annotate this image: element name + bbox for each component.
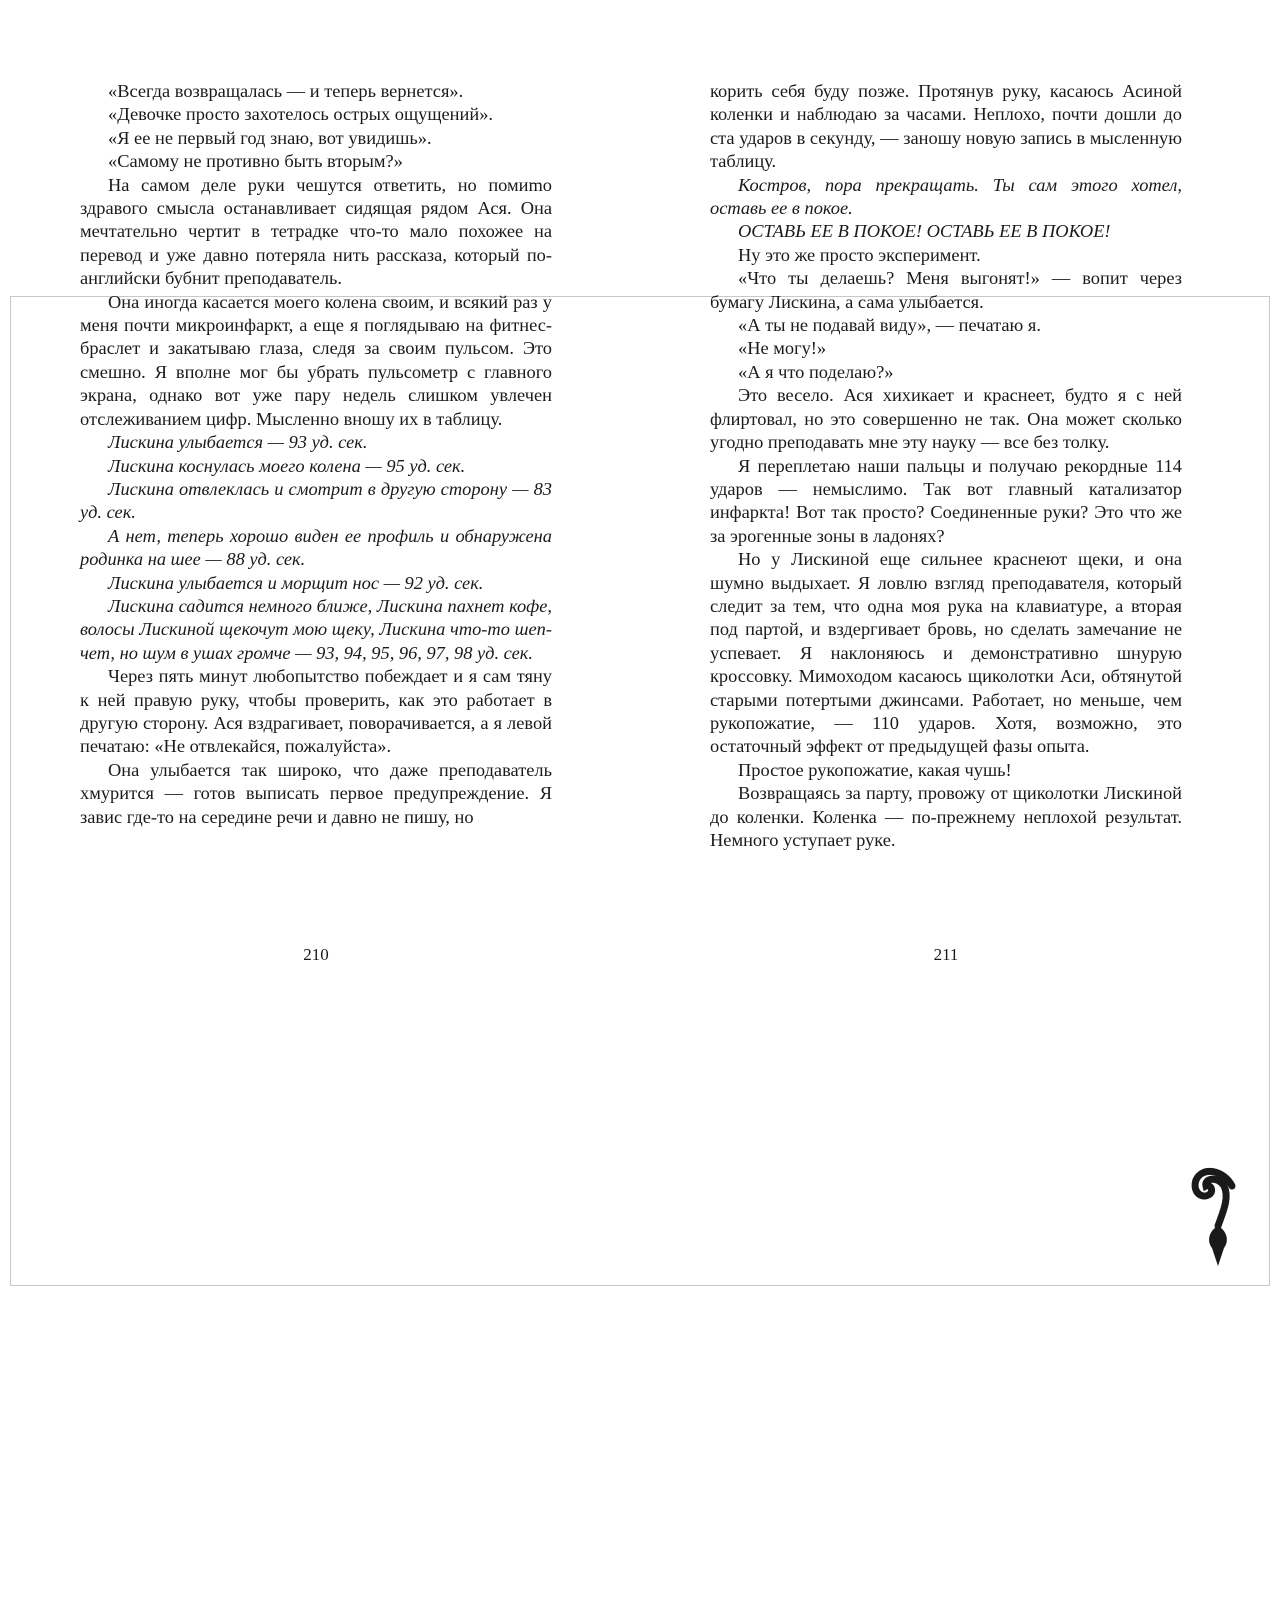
left-page bbox=[80, 80, 552, 829]
right-page bbox=[710, 80, 1182, 852]
page-number-left: 210 bbox=[303, 945, 329, 964]
paragraph: Но у Лискиной еще сильнее краснеют щеки, и она шумно выдыхает. Я ловлю взгляд преподавателя, который следит за тем, что одна моя рука на клавиатуре, а вторая под партой, и вздергивает бровь, но сделать замечание не успевает. Я наклоняюсь и демонстративно шнурую кроссовку. Мимоходом касаюсь щиколотки Аси, обтянутой старыми потертыми джинсами. Работает, но меньше, чем рукопожатие, — 110 ударов. Хотя, возможно, это остаточный эффект от предыдущей фазы опыта. bbox=[710, 549, 1182, 757]
italic-paragraph: Костров, пора прекращать. Ты сам этого хотел, оставь ее в покое. bbox=[710, 174, 1182, 219]
paragraph: Ну это же просто эксперимент. bbox=[738, 244, 981, 265]
italic-paragraph: Лискина отвлеклась и смотрит в другую сторону — 83 уд. сек. bbox=[80, 478, 552, 523]
paragraph: «Девочке просто захотелось острых ощущений». bbox=[108, 104, 493, 125]
paragraph: Через пять минут любопытство побеждает и я сам тяну к ней правую руку, чтобы проверить, как это работает в другую сторону. Ася вздрагивает, поворачивается, а я левой печатаю: «Не отвлекайся, пожалуйста». bbox=[80, 666, 552, 757]
paragraph: «Всегда возвращалась — и теперь вернется». bbox=[108, 81, 464, 101]
italic-paragraph: Лискина садится немного ближе, Лискина пахнет кофе, волосы Лискиной щекочут мою щеку, Лискина что-то шепчет, но шум в ушах громче — 93, 94, 95, 96, 97, 98 уд. сек. bbox=[80, 595, 552, 663]
paragraph: Возвращаясь за парту, провожу от щиколотки Лискиной до коленки. Коленка — по-прежнему неплохой результат. Немного уступает руке. bbox=[710, 783, 1182, 850]
paragraph: «А ты не подавай виду», — печатаю я. bbox=[738, 315, 1041, 336]
heart-tail-ornament-icon bbox=[1188, 1160, 1248, 1270]
italic-paragraph: ОСТАВЬ ЕЕ В ПОКОЕ! ОСТАВЬ ЕЕ В ПОКОЕ! bbox=[738, 221, 1111, 242]
paragraph: корить себя буду позже. Протянув руку, касаюсь Асиной коленки и наблюдаю за часами. Неплохо, почти дошли до ста ударов в секунду, — заношу новую запись в мысленную таблицу. bbox=[710, 81, 1182, 172]
paragraph: Она улыбается так широко, что даже преподаватель хмурится — готов выписать первое предупреждение. Я завис где-то на середине речи и давно не пишу, но bbox=[80, 759, 552, 827]
paragraph: «Не могу!» bbox=[738, 338, 827, 359]
italic-paragraph: Лискина коснулась моего колена — 95 уд. сек. bbox=[108, 455, 466, 476]
italic-paragraph: Лискина улыбается — 93 уд. сек. bbox=[108, 432, 368, 453]
italic-paragraph: А нет, теперь хорошо виден ее профиль и обнаружена родинка на шее — 88 уд. сек. bbox=[80, 525, 552, 570]
italic-paragraph: Лискина улыбается и морщит нос — 92 уд. сек. bbox=[108, 572, 484, 593]
paragraph: «Что ты делаешь? Меня выгонят!» — вопит через бумагу Лискина, а сама улыбается. bbox=[710, 268, 1182, 312]
paragraph: «Я ее не первый год знаю, вот увидишь». bbox=[108, 127, 432, 148]
paragraph: «Самому не противно быть вторым?» bbox=[108, 151, 403, 172]
paragraph: «А я что поделаю?» bbox=[738, 361, 894, 382]
paragraph: Это весело. Ася хихикает и краснеет, будто я с ней флиртовал, но это совершенно не так. Она может сколько угодно преподавать мне эту науку — все без толку. bbox=[710, 385, 1182, 453]
paragraph: Простое рукопожатие, какая чушь! bbox=[738, 759, 1012, 780]
paragraph: Я переплетаю наши пальцы и получаю рекордные 114 ударов — немыслимо. Так вот главный катализатор инфаркта! Вот так просто? Соединенные руки? Это что же за эрогенные зоны в ладонях? bbox=[710, 455, 1182, 546]
paragraph: Она иногда касается моего колена своим, и всякий раз у меня почти микроинфаркт, а еще я поглядываю на фитнес-браслет и закатываю глаза, следя за своим пульсом. Это смешно. Я вполне мог бы убрать пульсометр с главного экрана, однако вот уже пару недель слишком увлечен отслеживанием цифр. Мысленно вношу их в таблицу. bbox=[80, 291, 552, 429]
paragraph: На самом деле руки чешутся ответить, но помиmo здравого смысла останавливает сидящая рядом Ася. Она мечтательно чертит в тетрадке что-то мало похожее на перевод и уже давно потеряла нить рассказа, который по-английски бубнит преподаватель. bbox=[80, 174, 552, 289]
page-number-right: 211 bbox=[933, 945, 959, 964]
